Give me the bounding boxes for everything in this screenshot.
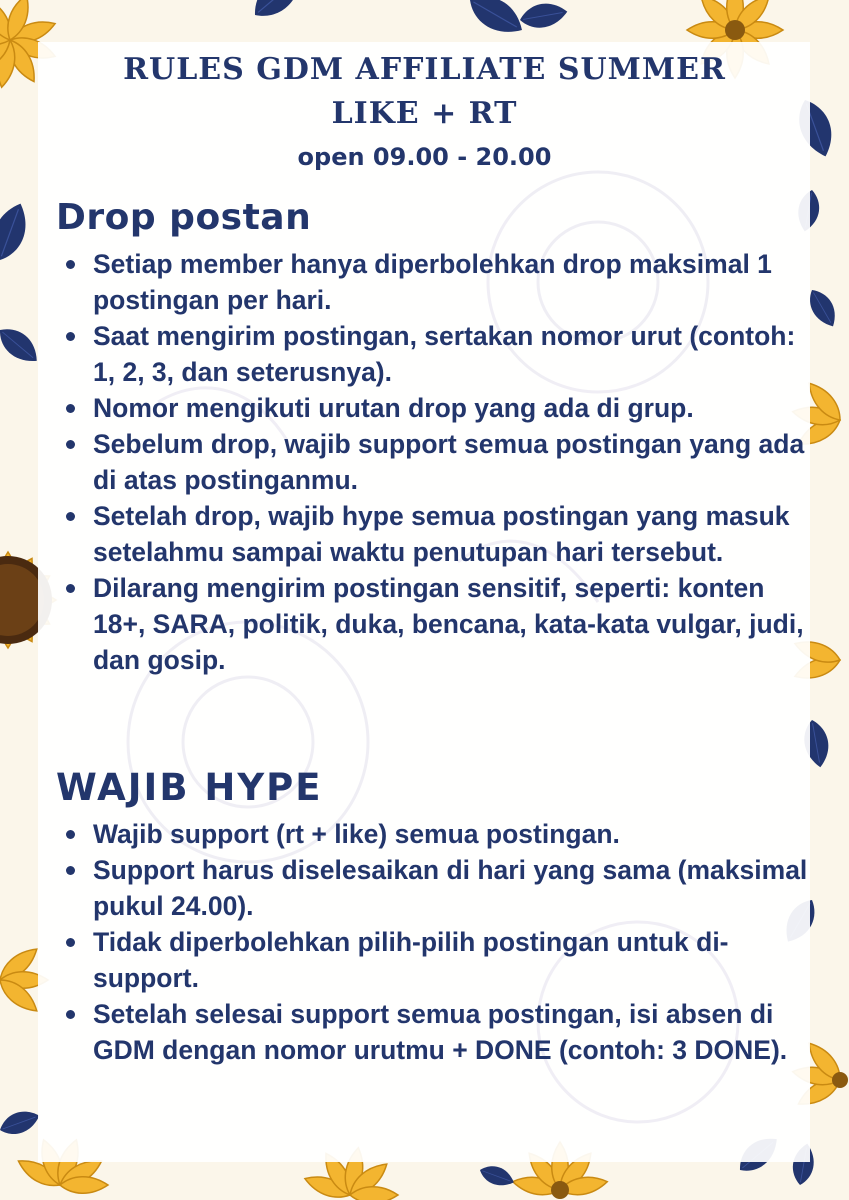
rule-item (54, 570, 819, 678)
bullet-icon (66, 404, 75, 413)
rule-item (54, 318, 819, 390)
hype-rules-list (54, 816, 819, 1068)
rule-text: Nomor mengikuti urutan drop yang ada di grup. (93, 393, 694, 423)
rule-text: Sebelum drop, wajib support semua postingan yang ada di atas postinganmu. (93, 429, 805, 495)
rule-text: Setiap member hanya diperbolehkan drop maksimal 1 postingan per hari. (93, 249, 772, 315)
bullet-icon (66, 938, 75, 947)
rule-item (54, 390, 819, 426)
rule-item (54, 852, 819, 924)
wajib-hype-heading: WAJIB HYPE (56, 766, 323, 809)
rule-text: Dilarang mengirim postingan sensitif, seperti: konten 18+, SARA, politik, duka, bencana, kata-kata vulgar, judi, dan gosip. (93, 573, 804, 675)
rule-text: Wajib support (rt + like) semua postingan. (93, 819, 620, 849)
bullet-icon (66, 866, 75, 875)
bullet-icon (66, 830, 75, 839)
rule-text: Setelah selesai support semua postingan, isi absen di GDM dengan nomor urutmu + DONE (contoh: 3 DONE). (93, 999, 788, 1065)
rule-text: Setelah drop, wajib hype semua postingan yang masuk setelahmu sampai waktu penutupan hari tersebut. (93, 501, 790, 567)
drop-postan-heading: Drop postan (56, 197, 312, 238)
bullet-icon (66, 440, 75, 449)
rule-item (54, 816, 819, 852)
title-line-2: LIKE + RT (331, 96, 518, 131)
rule-item (54, 996, 819, 1068)
rule-item (54, 924, 819, 996)
bullet-icon (66, 260, 75, 269)
rule-text: Saat mengirim postingan, sertakan nomor urut (contoh: 1, 2, 3, dan seterusnya). (93, 321, 796, 387)
bullet-icon (66, 332, 75, 341)
rule-text: Support harus diselesaikan di hari yang sama (maksimal pukul 24.00). (93, 855, 808, 921)
drop-postan-section (54, 194, 819, 678)
drop-rules-list (54, 246, 819, 678)
rule-text: Tidak diperbolehkan pilih-pilih postingan untuk di-support. (93, 927, 729, 993)
opening-hours: open 09.00 - 20.00 (297, 143, 552, 171)
title-line-1: RULES GDM AFFILIATE SUMMER (123, 52, 726, 87)
rule-item (54, 246, 819, 318)
bullet-icon (66, 1010, 75, 1019)
wajib-hype-section (54, 764, 819, 1068)
rule-item (54, 498, 819, 570)
bullet-icon (66, 584, 75, 593)
bullet-icon (66, 512, 75, 521)
rule-item (54, 426, 819, 498)
